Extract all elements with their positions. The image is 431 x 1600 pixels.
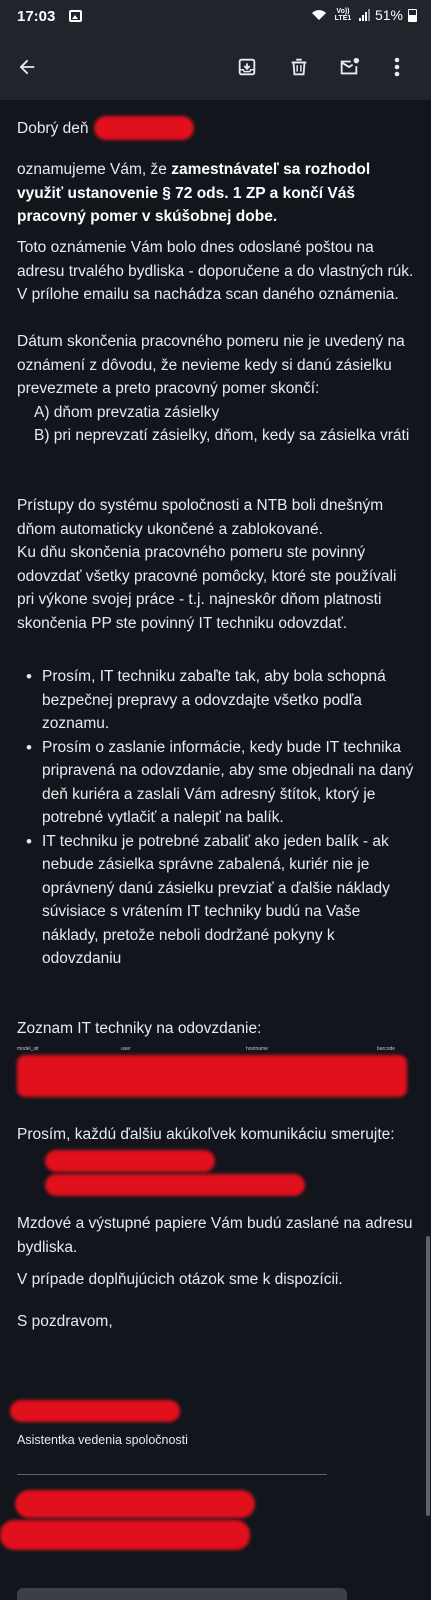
redacted-contact-2[interactable] bbox=[45, 1174, 305, 1196]
redacted-footer-1 bbox=[15, 1490, 255, 1518]
signal-icon bbox=[359, 9, 370, 21]
wifi-icon bbox=[311, 9, 327, 21]
status-icons bbox=[311, 7, 417, 23]
back-button[interactable] bbox=[10, 50, 44, 84]
end-date-paragraph: Dátum skončenia pracovného pomeru nie je uvedený na oznámení z dôvodu, že nevieme kedy si danú zásielku prevezmete a preto pracovný pomer skončí: bbox=[17, 333, 405, 397]
list-item: • IT techniku je potrebné zabaliť ako jeden balík - ak nebude zásielka správne zabalená, kuriér nie je oprávnený danú zásielku prevziať a ďalšie náklady súvisiace s vrátením IT techniky budú na Vaše náklady, pretože neboli dodržané pokyny k odovzdaniu bbox=[42, 830, 417, 971]
column-hostname: hostname bbox=[246, 1046, 268, 1052]
trash-icon bbox=[288, 56, 310, 78]
app-toolbar bbox=[0, 34, 431, 100]
status-bar bbox=[0, 0, 431, 34]
questions-paragraph: V prípade doplňujúcich otázok sme k dispozícii. bbox=[17, 1271, 343, 1288]
scrollbar[interactable] bbox=[426, 1236, 430, 1516]
column-model: model_str bbox=[17, 1046, 39, 1052]
column-barcode: barcode bbox=[377, 1046, 396, 1052]
signature-divider bbox=[17, 1474, 327, 1475]
closing: S pozdravom, bbox=[17, 1313, 113, 1330]
battery-percent: 51% bbox=[374, 7, 403, 23]
arrow-left-icon bbox=[16, 56, 38, 78]
access-paragraph: Prístupy do systému spoločnosti a NTB boli dnešným dňom automaticky ukončené a zablokované. bbox=[17, 497, 384, 538]
network-label: Vo)) LTE1 bbox=[334, 8, 352, 22]
bottom-action-button[interactable] bbox=[17, 1588, 347, 1600]
column-user: user bbox=[121, 1046, 131, 1052]
intro-paragraph: oznamujeme Vám, že zamestnávateľ sa rozhodol využiť ustanovenie § 72 ods. 1 ZP a končí Váš pracovný pomer v skúšobnej dobe. bbox=[17, 161, 371, 225]
archive-icon bbox=[236, 56, 258, 78]
more-vert-icon bbox=[394, 56, 400, 78]
return-paragraph: Ku dňu skončenia pracovného pomeru ste povinný odovzdať všetky pracovné pomôcky, ktoré ste používali pri výkone svojej práce - t.j. najneskôr dňom platnosti skončenia PP ste povinný IT techniku odovzdať. bbox=[17, 544, 397, 632]
list-item: • Prosím o zaslanie informácie, kedy bude IT technika pripravená na odovzdanie, aby sme objednali na daný deň kuriéra a zaslali Vám adresný štítok, ktorý je potrebné vytlačiť a nalepiť na balík. bbox=[42, 736, 417, 830]
signature-title: Asistentka vedenia spoločnosti bbox=[17, 1433, 188, 1447]
list-item: • Prosím, IT techniku zabaľte tak, aby bola schopná bezpečnej prepravy a odovzdajte všetko podľa zoznamu. bbox=[42, 665, 417, 736]
redacted-signature-name bbox=[10, 1400, 180, 1422]
redacted-equipment-table bbox=[17, 1055, 407, 1097]
equipment-list-heading: Zoznam IT techniky na odovzdanie: bbox=[17, 1020, 262, 1037]
payroll-paragraph: Mzdové a výstupné papiere Vám budú zaslané na adresu bydliska. bbox=[17, 1215, 413, 1256]
more-options-button[interactable] bbox=[380, 50, 414, 84]
status-time: 17:03 bbox=[17, 8, 56, 25]
mark-unread-button[interactable] bbox=[332, 50, 366, 84]
mail-unread-icon bbox=[337, 56, 361, 78]
instructions-list bbox=[42, 665, 417, 971]
redacted-name bbox=[94, 116, 194, 140]
intro-bold-text: zamestnávateľ sa rozhodol využiť ustanovenie § 72 ods. 1 ZP a končí Váš pracovný pomer v skúšobnej dobe. bbox=[17, 161, 371, 225]
greeting: Dobrý deň bbox=[17, 120, 89, 137]
contact-paragraph: Prosím, každú ďalšiu akúkoľvek komunikáciu smerujte: bbox=[17, 1126, 395, 1143]
redacted-footer-2 bbox=[0, 1520, 250, 1550]
delete-button[interactable] bbox=[282, 50, 316, 84]
battery-icon bbox=[408, 9, 417, 22]
image-notification-icon bbox=[69, 10, 82, 22]
notice-paragraph: Toto oznámenie Vám bolo dnes odoslané poštou na adresu trvalého bydliska - doporučene a do vlastných rúk. V prílohe emailu sa nachádza scan daného oznámenia. bbox=[17, 239, 414, 303]
redacted-contact-1[interactable] bbox=[45, 1150, 215, 1172]
email-body[interactable] bbox=[0, 100, 431, 1600]
equipment-table-header bbox=[17, 1046, 412, 1054]
option-b: B) pri neprevzatí zásielky, dňom, kedy sa zásielka vráti bbox=[34, 427, 410, 444]
option-a: A) dňom prevzatia zásielky bbox=[34, 404, 220, 421]
archive-button[interactable] bbox=[230, 50, 264, 84]
